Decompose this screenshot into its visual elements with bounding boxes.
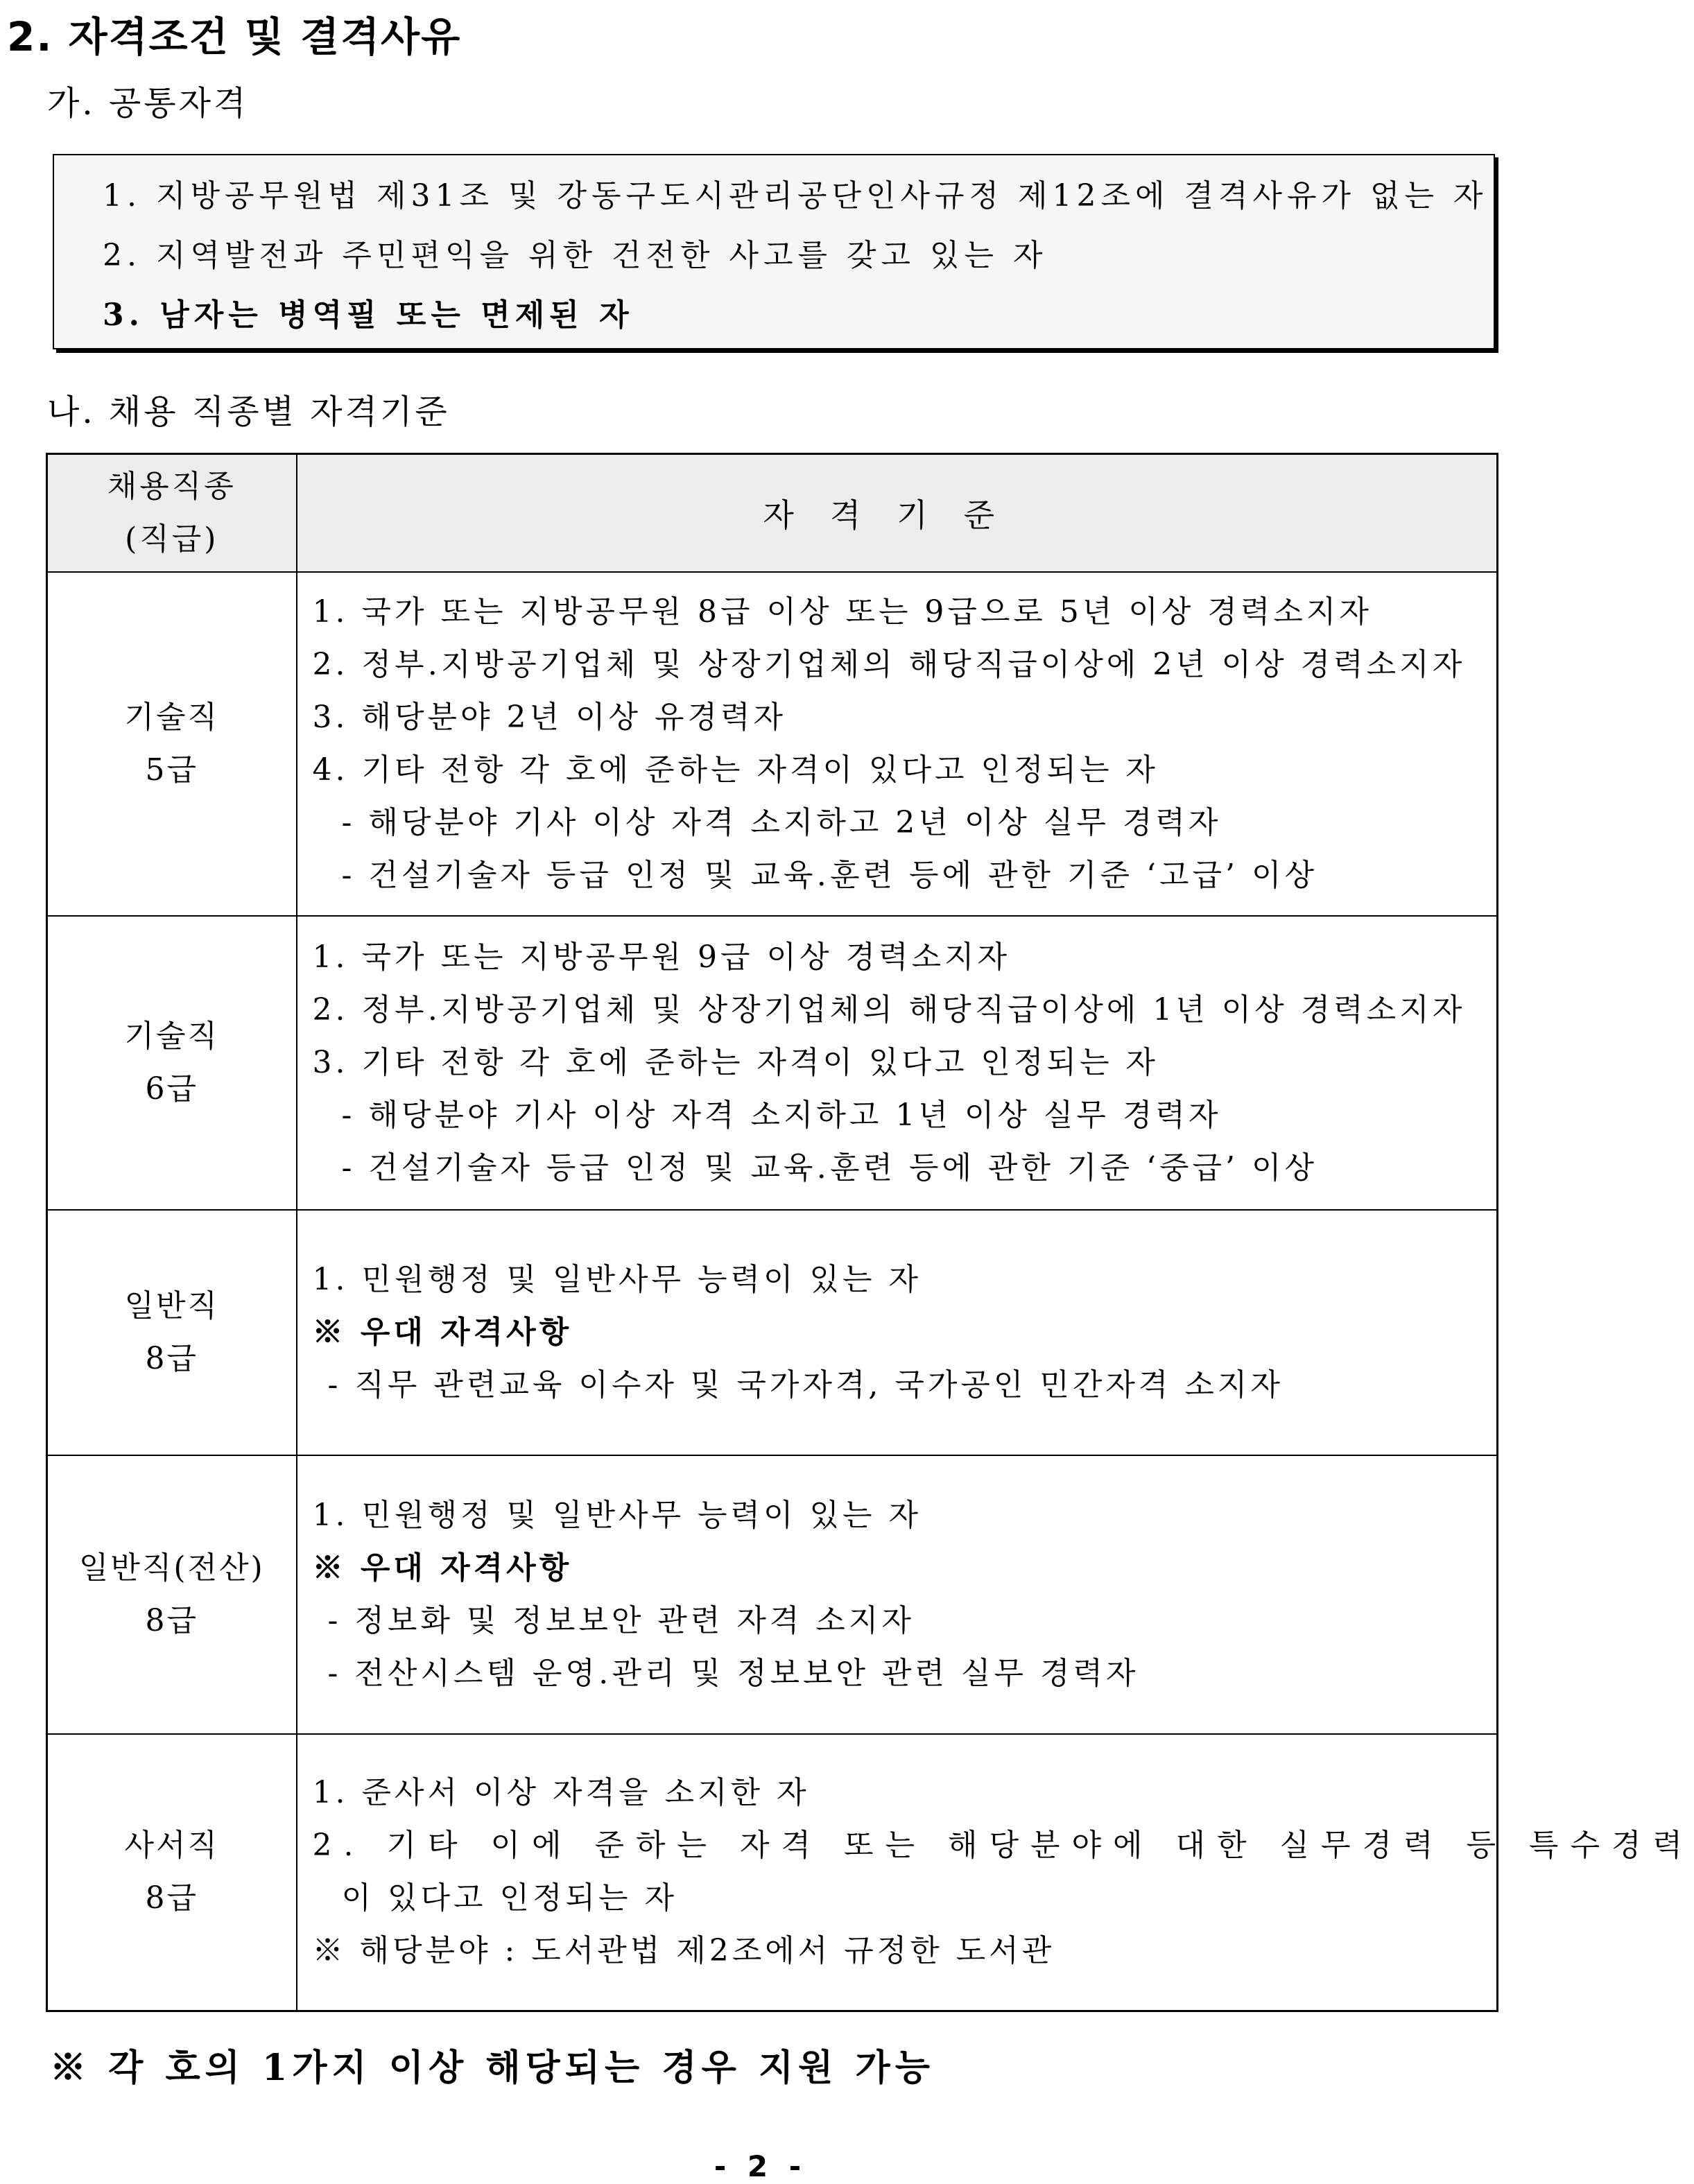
criteria-cell bbox=[297, 1455, 1498, 1734]
category-cell bbox=[47, 572, 297, 916]
criteria-line: 1. 국가 또는 지방공무원 9급 이상 경력소지자 bbox=[312, 939, 1010, 975]
criteria-line: 4. 기타 전항 각 호에 준하는 자격이 있다고 인정되는 자 bbox=[312, 752, 1159, 788]
criteria-line: 1. 국가 또는 지방공무원 8급 이상 또는 9급으로 5년 이상 경력소지자 bbox=[312, 593, 1372, 630]
criteria-line: 3. 기타 전항 각 호에 준하는 자격이 있다고 인정되는 자 bbox=[312, 1044, 1159, 1080]
category-grade: 8급 bbox=[145, 1602, 198, 1638]
criteria-line: 1. 민원행정 및 일반사무 능력이 있는 자 bbox=[312, 1261, 922, 1297]
category-cell bbox=[47, 916, 297, 1210]
header-grade-label: (직급) bbox=[125, 521, 219, 557]
criteria-line: 3. 해당분야 2년 이상 유경력자 bbox=[312, 699, 786, 735]
category-grade: 8급 bbox=[145, 1340, 198, 1376]
criteria-line: 1. 민원행정 및 일반사무 능력이 있는 자 bbox=[312, 1497, 922, 1533]
category-grade: 5급 bbox=[145, 752, 198, 788]
criteria-cell bbox=[297, 572, 1498, 916]
page-number: - 2 - bbox=[714, 2149, 807, 2183]
criteria-line: 2. 정부․지방공기업체 및 상장기업체의 해당직급이상에 2년 이상 경력소지자 bbox=[312, 646, 1466, 682]
criteria-table bbox=[46, 453, 1694, 2012]
criteria-title: 나. 채용 직종별 자격기준 bbox=[47, 392, 450, 431]
criteria-row-general-8 bbox=[47, 1210, 1498, 1455]
criteria-line: ※ 해당분야 : 도서관법 제2조에서 규정한 도서관 bbox=[312, 1933, 1055, 1969]
category-name: 기술직 bbox=[124, 1018, 219, 1054]
category-name: 사서직 bbox=[124, 1828, 219, 1864]
common-qualification-box bbox=[53, 154, 1495, 349]
criteria-line: - 전산시스템 운영․관리 및 정보보안 관련 실무 경력자 bbox=[327, 1655, 1139, 1691]
category-name: 기술직 bbox=[124, 699, 219, 735]
criteria-cell bbox=[297, 1210, 1498, 1455]
criteria-line: - 해당분야 기사 이상 자격 소지하고 2년 이상 실무 경력자 bbox=[341, 804, 1222, 840]
preferred-qualification-heading: ※ 우대 자격사항 bbox=[312, 1314, 573, 1350]
criteria-header-row bbox=[47, 454, 1498, 572]
criteria-line: 2. 정부․지방공기업체 및 상장기업체의 해당직급이상에 1년 이상 경력소지자 bbox=[312, 991, 1466, 1028]
criteria-line: 이 있다고 인정되는 자 bbox=[341, 1880, 677, 1916]
criteria-line: - 건설기술자 등급 인정 및 교육․훈련 등에 관한 기준 ‘고급’ 이상 bbox=[341, 857, 1317, 893]
category-cell bbox=[47, 1210, 297, 1455]
criteria-row-general-it-8 bbox=[47, 1455, 1498, 1734]
criteria-cell bbox=[297, 1734, 1694, 2011]
category-cell bbox=[47, 1455, 297, 1734]
header-job-type bbox=[47, 454, 297, 572]
criteria-line: - 직무 관련교육 이수자 및 국가자격, 국가공인 민간자격 소지자 bbox=[327, 1367, 1284, 1403]
category-name: 일반직(전산) bbox=[78, 1550, 265, 1586]
common-item-1: 1. 지방공무원법 제31조 및 강동구도시관리공단인사규정 제12조에 결격사유가 없는 자 bbox=[103, 178, 1488, 214]
header-criteria: 자격기준 bbox=[297, 454, 1498, 572]
criteria-row-tech-6 bbox=[47, 916, 1498, 1210]
category-name: 일반직 bbox=[124, 1288, 219, 1324]
criteria-line: - 건설기술자 등급 인정 및 교육․훈련 등에 관한 기준 ‘중급’ 이상 bbox=[341, 1150, 1317, 1186]
section-title: 2. 자격조건 및 결격사유 bbox=[7, 13, 462, 60]
criteria-row-tech-5 bbox=[47, 572, 1498, 916]
criteria-line: - 해당분야 기사 이상 자격 소지하고 1년 이상 실무 경력자 bbox=[341, 1097, 1222, 1133]
preferred-qualification-heading: ※ 우대 자격사항 bbox=[312, 1550, 573, 1586]
common-item-3: 3. 남자는 병역필 또는 면제된 자 bbox=[103, 297, 634, 333]
criteria-line: 2. 기타 이에 준하는 자격 또는 해당분야에 대한 실무경력 등 특수경력 bbox=[312, 1828, 1694, 1864]
category-cell bbox=[47, 1734, 297, 2011]
criteria-line: 1. 준사서 이상 자격을 소지한 자 bbox=[312, 1775, 810, 1811]
criteria-row-librarian-8 bbox=[47, 1734, 1498, 2011]
criteria-cell bbox=[297, 916, 1498, 1210]
footnote: ※ 각 호의 1가지 이상 해당되는 경우 지원 가능 bbox=[50, 2047, 935, 2089]
category-grade: 8급 bbox=[145, 1880, 198, 1916]
criteria-line: - 정보화 및 정보보안 관련 자격 소지자 bbox=[327, 1602, 915, 1638]
header-job-type-label: 채용직종 bbox=[107, 468, 236, 504]
common-qualification-title: 가. 공통자격 bbox=[47, 84, 249, 123]
common-item-2: 2. 지역발전과 주민편익을 위한 건전한 사고를 갖고 있는 자 bbox=[103, 238, 1048, 273]
category-grade: 6급 bbox=[145, 1071, 198, 1107]
